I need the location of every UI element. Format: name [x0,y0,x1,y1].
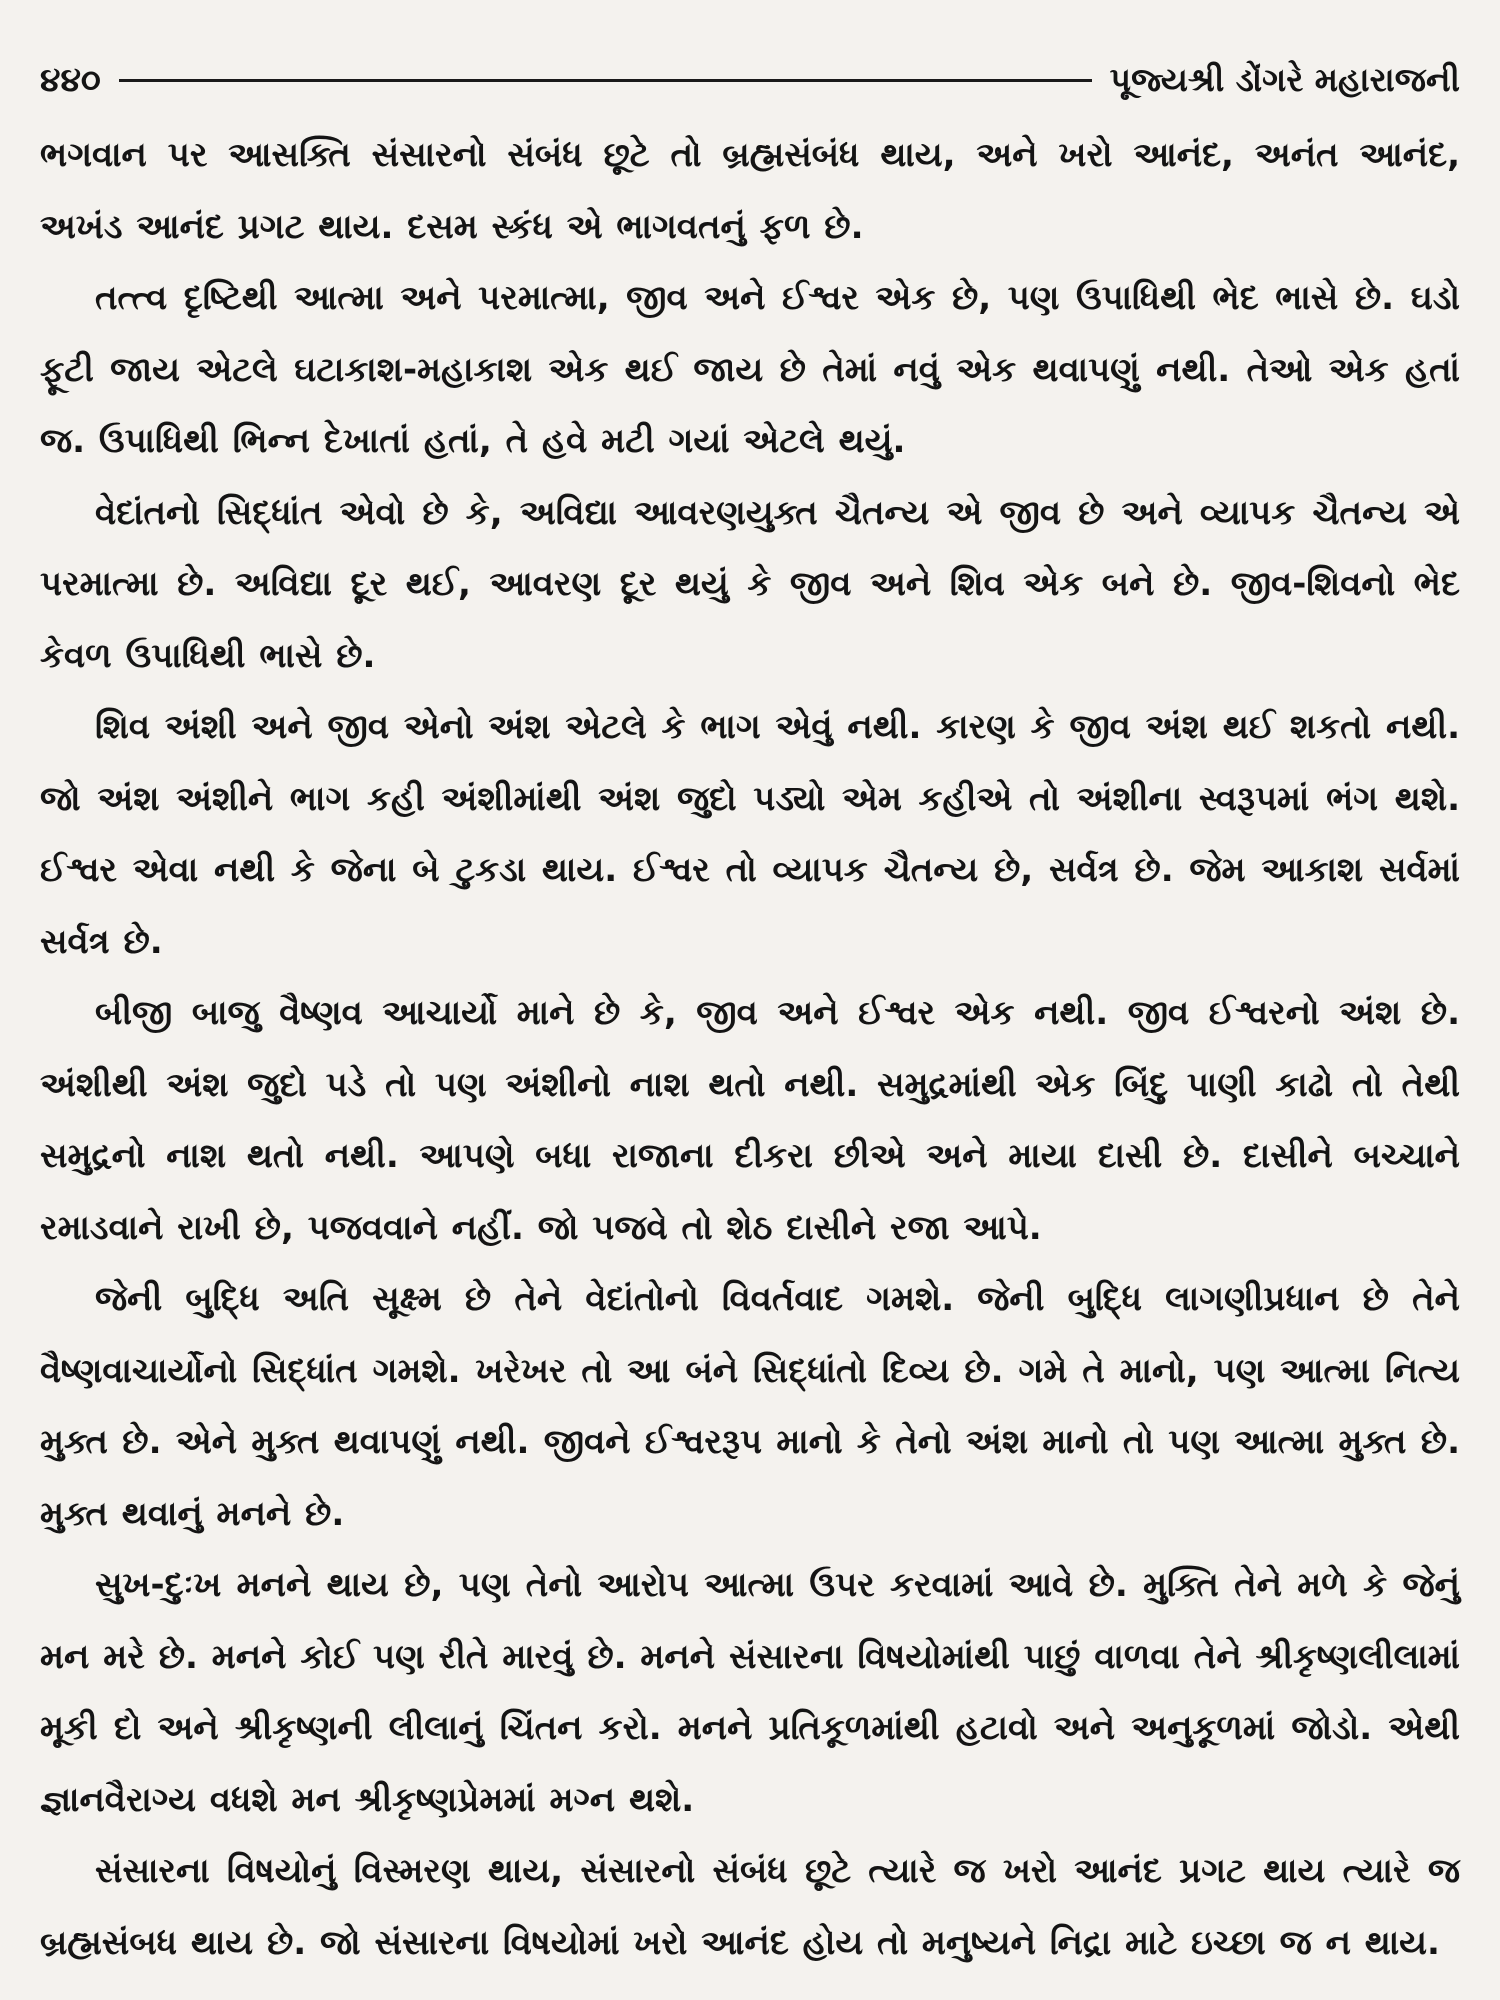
paragraph: સંસારના વિષયોનું વિસ્મરણ થાય, સંસારનો સંબંધ છૂટે ત્યારે જ ખરો આનંદ પ્રગટ થાય ત્યારે જ બ્રહ્મસંબધ થાય છે. જો સંસારના વિષયોમાં ખરો આનંદ હોય તો મનુષ્યને નિદ્રા માટે ઇચ્છા જ ન થાય. [40,1851,1460,1963]
paragraph: બીજી બાજુ વૈષ્ણવ આચાર્યો માને છે કે, જીવ અને ઈશ્વર એક નથી. જીવ ઈશ્વરનો અંશ છે. અંશીથી અંશ જુદો પડે તો પણ અંશીનો નાશ થતો નથી. સમુદ્રમાંથી એક બિંદુ પાણી કાઢો તો તેથી સમુદ્રનો નાશ થતો નથી. આપણે બધા રાજાના દીકરા છીએ અને માયા દાસી છે. દાસીને બચ્ચાને રમાડવાને રાખી છે, પજવવાને નહીં. જો પજવે તો શેઠ દાસીને રજા આપે. [40,993,1460,1248]
paragraph: ભગવાન પર આસક્તિ સંસારનો સંબંધ છૂટે તો બ્રહ્મસંબંધ થાય, અને ખરો આનંદ, અનંત આનંદ, અખંડ આનંદ પ્રગટ થાય. દસમ સ્કંધ એ ભાગવતનું ફળ છે. [40,135,1460,247]
page-number: ૪૪૦ [40,60,101,99]
page-header [40,55,1460,105]
paragraph: જેની બુદ્ધિ અતિ સૂક્ષ્મ છે તેને વેદાંતોનો વિવર્તવાદ ગમશે. જેની બુદ્ધિ લાગણીપ્રધાન છે તેને વૈષ્ણવાચાર્યોનો સિદ્ધાંત ગમશે. ખરેખર તો આ બંને સિદ્ધાંતો દિવ્ય છે. ગમે તે માનો, પણ આત્મા નિત્ય મુક્ત છે. એને મુક્ત થવાપણું નથી. જીવને ઈશ્વરરૂપ માનો કે તેનો અંશ માનો તો પણ આત્મા મુક્ત છે. મુક્ત થવાનું મનને છે. [40,1279,1460,1534]
paragraph: સુખ-દુઃખ મનને થાય છે, પણ તેનો આરોપ આત્મા ઉપર કરવામાં આવે છે. મુક્તિ તેને મળે કે જેનું મન મરે છે. મનને કોઈ પણ રીતે મારવું છે. મનને સંસારના વિષયોમાંથી પાછું વાળવા તેને શ્રીકૃષ્ણલીલામાં મૂકી દો અને શ્રીકૃષ્ણની લીલાનું ચિંતન કરો. મનને પ્રતિકૂળમાંથી હટાવો અને અનુકૂળમાં જોડો. એથી જ્ઞાનવૈરાગ્ય વધશે મન શ્રીકૃષ્ણપ્રેમમાં મગ્ન થશે. [40,1565,1460,1820]
paragraph: શિવ અંશી અને જીવ એનો અંશ એટલે કે ભાગ એવું નથી. કારણ કે જીવ અંશ થઈ શકતો નથી. જો અંશ અંશીને ભાગ કહી અંશીમાંથી અંશ જુદો પડ્યો એમ કહીએ તો અંશીના સ્વરૂપમાં ભંગ થશે. ઈશ્વર એવા નથી કે જેના બે ટુકડા થાય. ઈશ્વર તો વ્યાપક ચૈતન્ય છે, સર્વત્ર છે. જેમ આકાશ સર્વમાં સર્વત્ર છે. [40,707,1460,962]
header-rule [119,79,1092,82]
paragraph: વેદાંતનો સિદ્ધાંત એવો છે કે, અવિદ્યા આવરણયુક્ત ચૈતન્ય એ જીવ છે અને વ્યાપક ચૈતન્ય એ પરમાત્મા છે. અવિદ્યા દૂર થઈ, આવરણ દૂર થયું કે જીવ અને શિવ એક બને છે. જીવ-શિવનો ભેદ કેવળ ઉપાધિથી ભાસે છે. [40,492,1460,676]
running-title: પૂજ્યશ્રી ડોંગરે મહારાજની [1109,60,1460,99]
paragraph: તત્ત્વ દૃષ્ટિથી આત્મા અને પરમાત્મા, જીવ અને ઈશ્વર એક છે, પણ ઉપાધિથી ભેદ ભાસે છે. ઘડો ફૂટી જાય એટલે ઘટાકાશ-મહાકાશ એક થઈ જાય છે તેમાં નવું એક થવાપણું નથી. તેઓ એક હતાં જ. ઉપાધિથી ભિન્ન દેખાતાં હતાં, તે હવે મટી ગયાં એટલે થયું. [40,278,1460,461]
body-text [40,120,1460,1979]
